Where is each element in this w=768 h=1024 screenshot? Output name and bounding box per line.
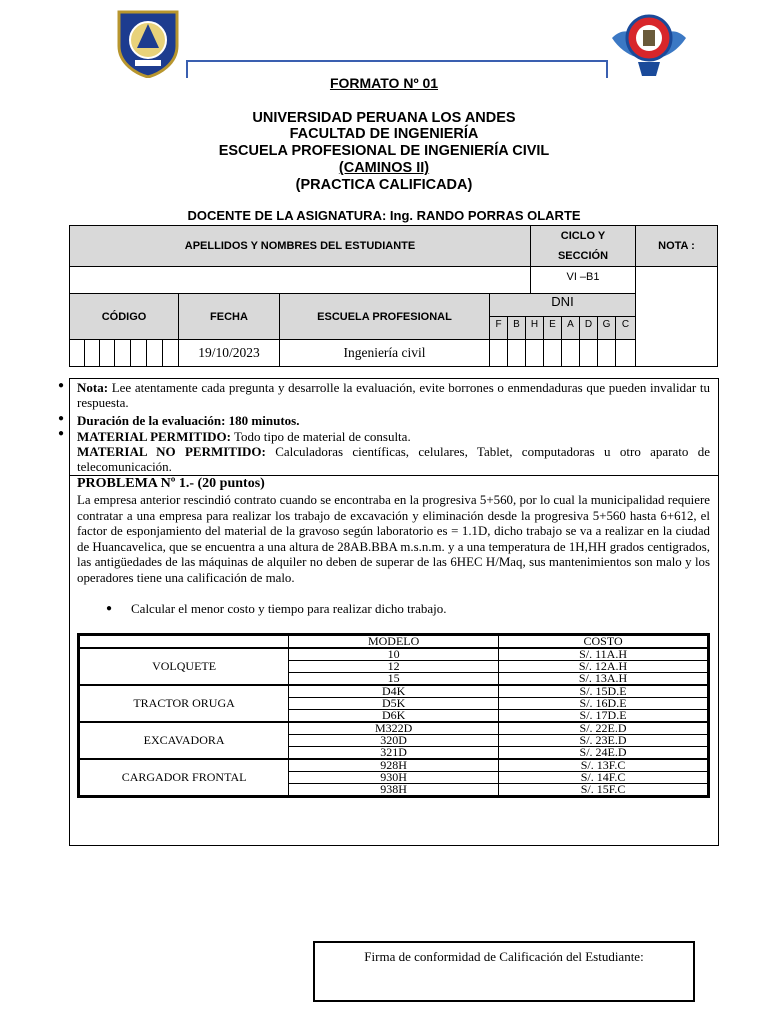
not-allowed-label: MATERIAL NO PERMITIDO: bbox=[77, 444, 266, 459]
dni-letter: A bbox=[561, 316, 580, 340]
cost-cell: S/. 11A.H bbox=[499, 648, 709, 661]
dni-letter: C bbox=[615, 316, 636, 340]
task-bullet-icon: ● bbox=[106, 603, 113, 614]
date-value: 19/10/2023 bbox=[178, 339, 280, 367]
faculty-name: FACULTAD DE INGENIERÍA bbox=[289, 126, 479, 142]
note-label: Nota: bbox=[77, 380, 109, 395]
bullet-icon: ● bbox=[58, 380, 65, 391]
equipment-group-name: TRACTOR ORUGA bbox=[79, 685, 289, 722]
grade-header: NOTA : bbox=[635, 225, 718, 267]
cost-cell: S/. 22E.D bbox=[499, 722, 709, 735]
table-header-row bbox=[79, 635, 709, 649]
dni-header: DNI bbox=[489, 293, 636, 317]
dni-letter: E bbox=[543, 316, 562, 340]
code-digit-box[interactable] bbox=[84, 339, 100, 367]
bullet-icon: ● bbox=[58, 428, 65, 439]
cycle-header bbox=[530, 225, 636, 267]
model-cell: 10 bbox=[289, 648, 499, 661]
dni-digit-box[interactable] bbox=[615, 339, 636, 367]
faculty-logo bbox=[610, 8, 688, 80]
course-name: (CAMINOS II) bbox=[338, 160, 430, 176]
date-header: FECHA bbox=[178, 293, 280, 340]
code-digit-box[interactable] bbox=[69, 339, 85, 367]
dni-letter: G bbox=[597, 316, 616, 340]
code-digit-box[interactable] bbox=[162, 339, 179, 367]
signature-box[interactable] bbox=[313, 941, 695, 1002]
dni-digit-box[interactable] bbox=[543, 339, 562, 367]
note-text: Lee atentamente cada pregunta y desarrolle la evaluación, evite borrones o enmendaduras que pueden invalidar tu respuesta. bbox=[77, 380, 710, 410]
cost-cell: S/. 13A.H bbox=[499, 673, 709, 686]
university-logo bbox=[115, 8, 181, 78]
cost-header: COSTO bbox=[499, 635, 709, 649]
cost-cell: S/. 13F.C bbox=[499, 759, 709, 772]
allowed-text: Todo tipo de material de consulta. bbox=[230, 429, 411, 444]
code-digit-box[interactable] bbox=[99, 339, 115, 367]
cost-cell: S/. 12A.H bbox=[499, 661, 709, 673]
equipment-group-name: CARGADOR FRONTAL bbox=[79, 759, 289, 797]
not-allowed-material bbox=[77, 445, 710, 474]
model-cell: 320D bbox=[289, 735, 499, 747]
model-cell: 938H bbox=[289, 784, 499, 797]
signature-label: Firma de conformidad de Calificación del Estudiante: bbox=[364, 949, 644, 964]
model-cell: D6K bbox=[289, 710, 499, 723]
name-header: APELLIDOS Y NOMBRES DEL ESTUDIANTE bbox=[69, 225, 531, 267]
allowed-label: MATERIAL PERMITIDO: bbox=[77, 429, 231, 444]
dni-letter: H bbox=[525, 316, 544, 340]
school-name: ESCUELA PROFESIONAL DE INGENIERÍA CIVIL bbox=[218, 143, 550, 159]
format-title: FORMATO Nº 01 bbox=[329, 75, 439, 91]
model-cell: 930H bbox=[289, 772, 499, 784]
school-header: ESCUELA PROFESIONAL bbox=[279, 293, 490, 340]
cost-cell: S/. 23E.D bbox=[499, 735, 709, 747]
duration-line: Duración de la evaluación: 180 minutos. bbox=[77, 413, 300, 428]
dni-letter: D bbox=[579, 316, 598, 340]
cost-cell: S/. 15D.E bbox=[499, 685, 709, 698]
dni-letter: B bbox=[507, 316, 526, 340]
exam-type: (PRACTICA CALIFICADA) bbox=[295, 177, 473, 193]
cost-cell: S/. 14F.C bbox=[499, 772, 709, 784]
university-name: UNIVERSIDAD PERUANA LOS ANDES bbox=[252, 110, 516, 126]
dni-digit-box[interactable] bbox=[507, 339, 526, 367]
dni-digit-box[interactable] bbox=[525, 339, 544, 367]
code-digit-box[interactable] bbox=[114, 339, 131, 367]
cost-cell: S/. 15F.C bbox=[499, 784, 709, 797]
model-cell: 12 bbox=[289, 661, 499, 673]
code-header: CÓDIGO bbox=[69, 293, 179, 340]
dni-letter: F bbox=[489, 316, 508, 340]
allowed-material bbox=[77, 430, 710, 445]
grade-field[interactable] bbox=[635, 266, 718, 367]
cost-cell: S/. 16D.E bbox=[499, 698, 709, 710]
model-cell: D5K bbox=[289, 698, 499, 710]
problem-title: PROBLEMA Nº 1.- (20 puntos) bbox=[77, 476, 265, 491]
model-cell: M322D bbox=[289, 722, 499, 735]
bullet-icon: ● bbox=[58, 413, 65, 424]
code-digit-box[interactable] bbox=[130, 339, 147, 367]
model-cell: 928H bbox=[289, 759, 499, 772]
cost-cell: S/. 17D.E bbox=[499, 710, 709, 723]
dni-digit-box[interactable] bbox=[561, 339, 580, 367]
dni-digit-box[interactable] bbox=[579, 339, 598, 367]
code-digit-box[interactable] bbox=[146, 339, 163, 367]
model-cell: 15 bbox=[289, 673, 499, 686]
model-cell: 321D bbox=[289, 747, 499, 760]
model-cell: D4K bbox=[289, 685, 499, 698]
cost-cell: S/. 24E.D bbox=[499, 747, 709, 760]
problem-statement: La empresa anterior rescindió contrato cuando se encontraba en la progresiva 5+560, por lo cual la municipalidad requiere contratar a una empresa para realizar los trabajo de excavación y eliminación desde la progresiva 5+560 hasta 6+612, el factor de esponjamiento del material de la gravoso según laboratorio es = 1.1D, dicho trabajo se va a realizar en la ciudad de Huancavelica, que se encuentra a una altura de 28AB.BBA m.s.n.m. y a una temperatura de 1H,HH grados centigrados, las antigüedades de las máquinas de alquiler no deben de superar de las 6HEC H/Maq, sus mantenimientos son malo y los operadores tiene una calificación de malo. bbox=[77, 493, 710, 585]
teacher-line: DOCENTE DE LA ASIGNATURA: Ing. RANDO PORRAS OLARTE bbox=[187, 208, 581, 223]
student-name-field[interactable] bbox=[69, 266, 531, 294]
note-paragraph bbox=[77, 381, 710, 410]
equipment-group-name: EXCAVADORA bbox=[79, 722, 289, 759]
header-frame-top bbox=[186, 60, 608, 62]
cycle-header-line1: CICLO Y bbox=[560, 230, 606, 242]
cycle-header-line2: SECCIÓN bbox=[557, 250, 609, 262]
not-allowed-text: Calculadoras científicas, celulares, Tablet, computadoras u otro aparato de telecomunicación. bbox=[77, 444, 710, 474]
equipment-table bbox=[77, 633, 710, 798]
dni-digit-box[interactable] bbox=[489, 339, 508, 367]
problem-task: Calcular el menor costo y tiempo para realizar dicho trabajo. bbox=[131, 601, 447, 616]
model-header: MODELO bbox=[289, 635, 499, 649]
equipment-group-name: VOLQUETE bbox=[79, 648, 289, 685]
school-value: Ingeniería civil bbox=[279, 339, 490, 367]
cycle-value: VI –B1 bbox=[530, 266, 636, 294]
dni-digit-box[interactable] bbox=[597, 339, 616, 367]
table-corner-cell bbox=[79, 635, 289, 649]
